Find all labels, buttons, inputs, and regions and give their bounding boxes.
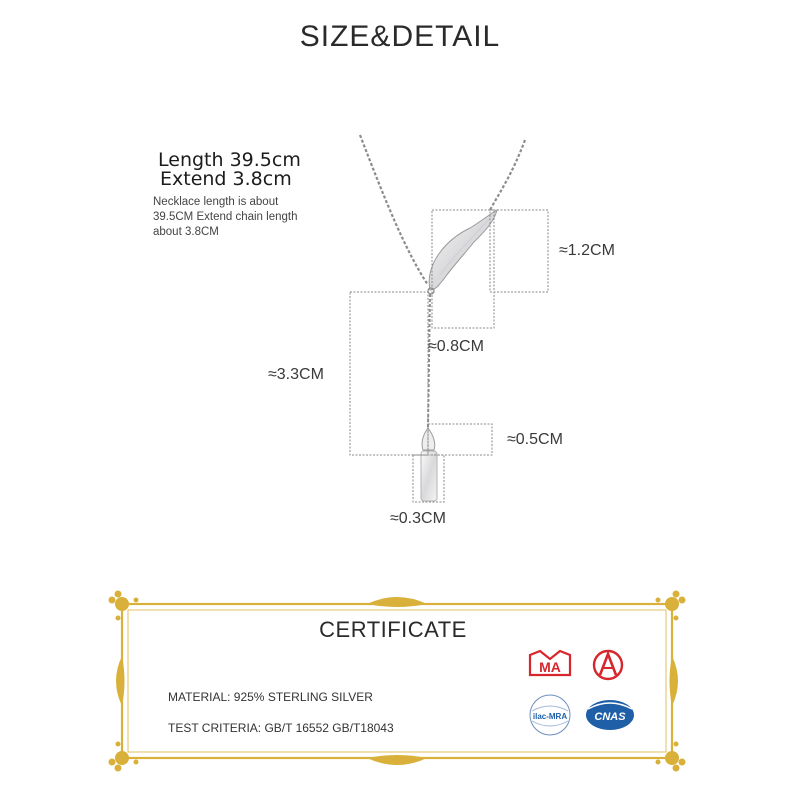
svg-text:CNAS: CNAS (594, 711, 626, 723)
ornament-right-center (670, 656, 679, 706)
extend-length-heading: Extend 3.8cm (160, 168, 292, 190)
ornament-bottom-center (367, 755, 427, 765)
cal-logo-icon (594, 651, 622, 679)
certificate-title: CERTIFICATE (319, 617, 467, 642)
svg-text:ilac-MRA: ilac-MRA (532, 712, 568, 721)
length-description: Necklace length is about 39.5CM Extend chain length about 3.8CM (153, 196, 298, 238)
ilac-mra-logo-icon (530, 695, 570, 735)
wing-width-label: ≈0.8CM (428, 338, 484, 355)
drop-length-label: ≈3.3CM (268, 366, 324, 383)
material-line: MATERIAL: 925% STERLING SILVER (168, 690, 373, 704)
ornament-top-right (656, 591, 686, 621)
ornament-top-left (109, 591, 139, 621)
wing-height-guide (490, 210, 548, 292)
chain-left (360, 135, 428, 285)
stone-height-label: ≈0.5CM (507, 431, 563, 448)
ornament-bottom-right (656, 742, 686, 772)
test-criteria-line: TEST CRITERIA: GB/T 16552 GB/T18043 (168, 721, 394, 735)
wing-pendant (428, 210, 497, 294)
drop-length-guide (350, 292, 428, 455)
certification-logos (526, 645, 646, 745)
ornament-bottom-left (109, 742, 139, 772)
chain-right (490, 140, 525, 210)
svg-text:MA: MA (539, 659, 561, 675)
cnas-logo-icon (586, 700, 634, 730)
cma-logo-icon (530, 651, 570, 675)
page-title: SIZE&DETAIL (299, 20, 501, 53)
wing-height-label: ≈1.2CM (559, 242, 615, 259)
ornament-top-center (367, 597, 427, 607)
stone-pendant (421, 428, 437, 501)
necklace-length-heading: Length 39.5cm (158, 149, 301, 171)
stone-height-guide (428, 424, 492, 455)
stone-width-label: ≈0.3CM (390, 510, 446, 527)
ornament-left-center (116, 656, 125, 706)
